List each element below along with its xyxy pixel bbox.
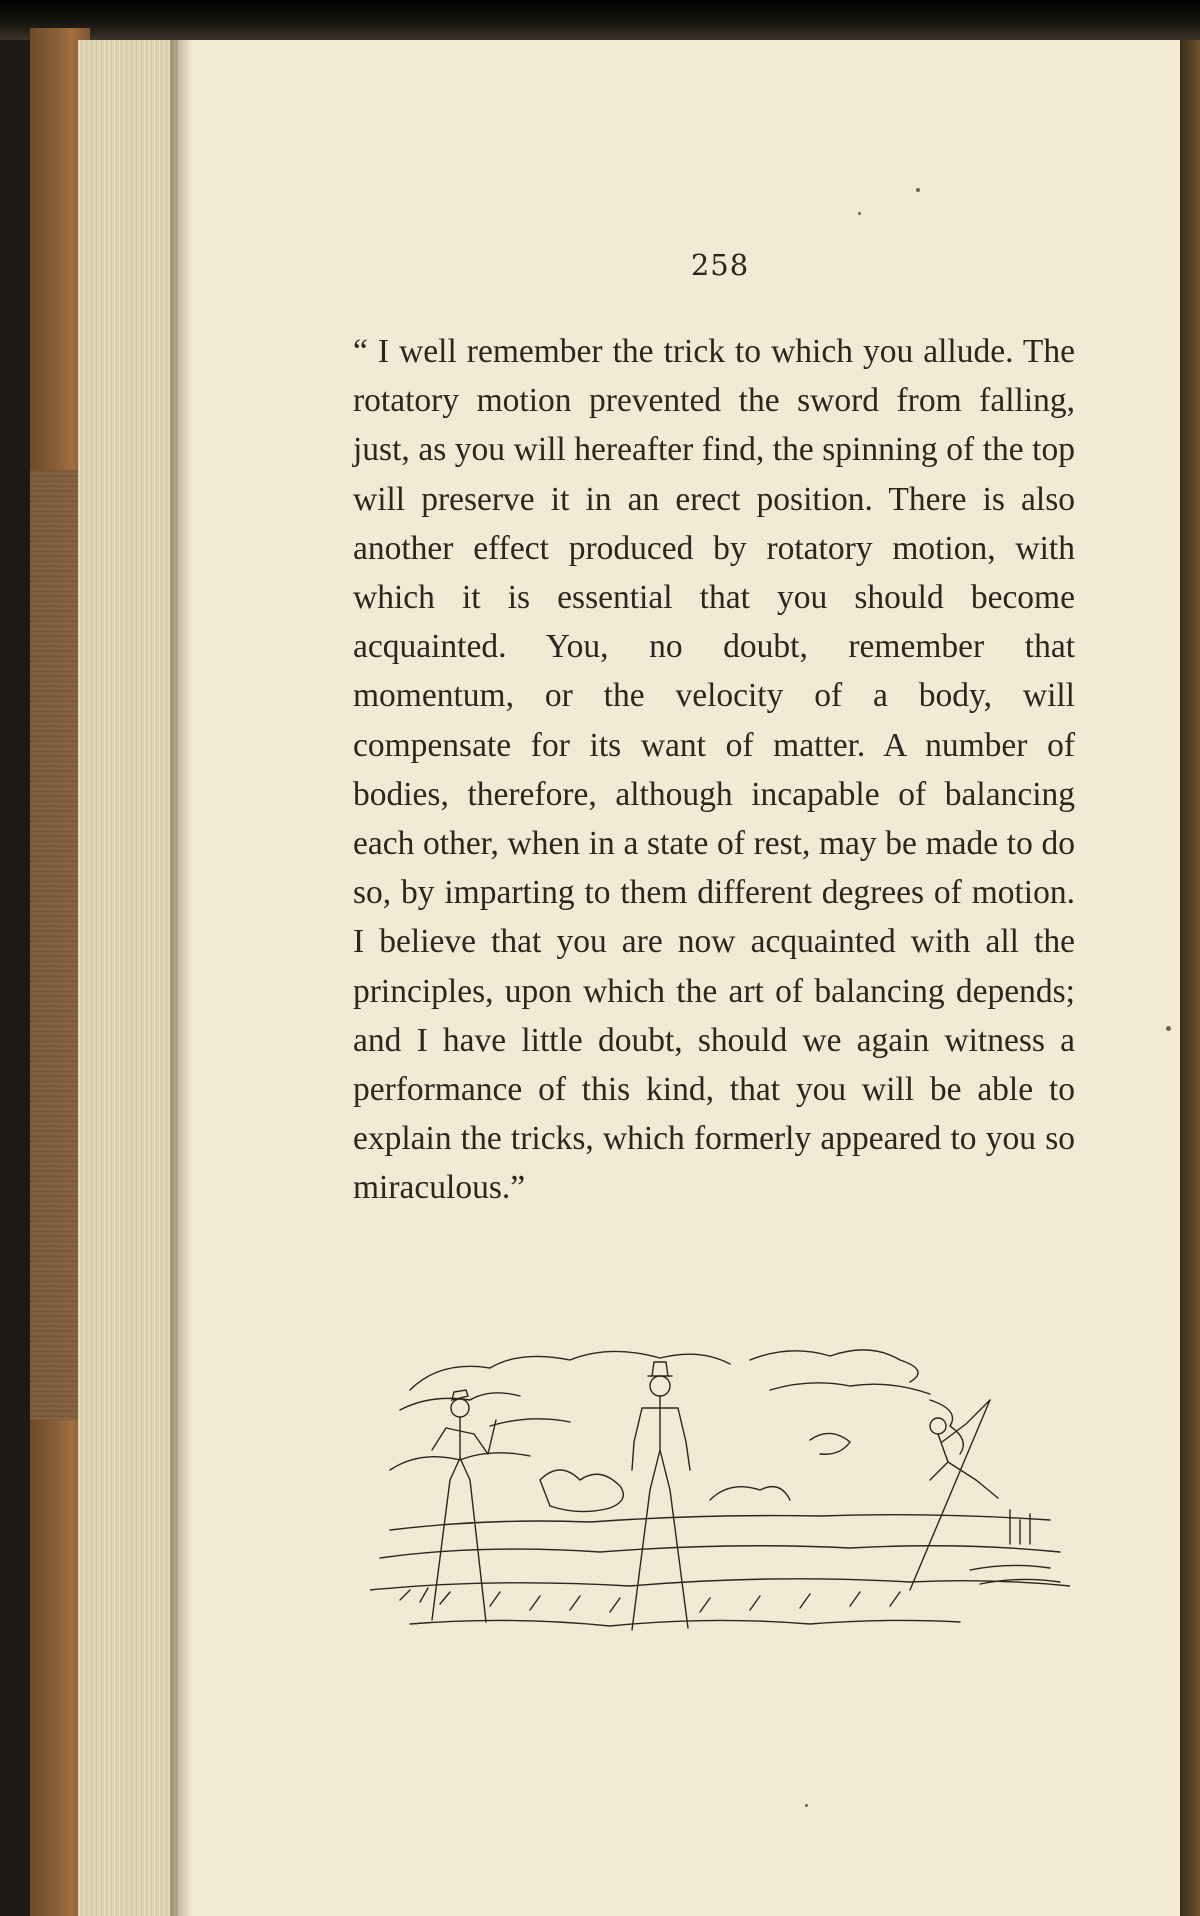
paper-speck <box>916 188 920 192</box>
paper-speck <box>858 212 861 215</box>
scan-background-top <box>0 0 1200 40</box>
gutter-shadow <box>170 40 192 1916</box>
paper-speck <box>1166 1026 1171 1031</box>
page-number: 258 <box>690 248 750 282</box>
body-paragraph: “ I well remember the trick to which you allude. The rotatory motion prevented the sword from falling, just, as you will hereafter find, the spinning of the top will preserve it in an erect position. There is also another effect produced by rotatory motion, with which it is essential that you should become acquainted. You, no doubt, remember that momentum, or the velocity of a body, will compensate for its want of matter. A number of bodies, therefore, although incapable of balancing each other, when in a state of rest, may be made to do so, by imparting to them different degrees of motion. I believe that you are now acquainted with all the principles, upon which the art of balancing depends; and I have little doubt, should we again witness a performance of this kind, that you will be able to explain the tricks, which formerly appeared to you so miraculous.” <box>353 333 1075 1207</box>
paper-speck <box>805 1804 808 1807</box>
scan-background-right <box>1180 40 1200 1916</box>
page-block-edges <box>78 40 180 1916</box>
stilt-walkers-engraving-icon <box>370 1330 1070 1640</box>
